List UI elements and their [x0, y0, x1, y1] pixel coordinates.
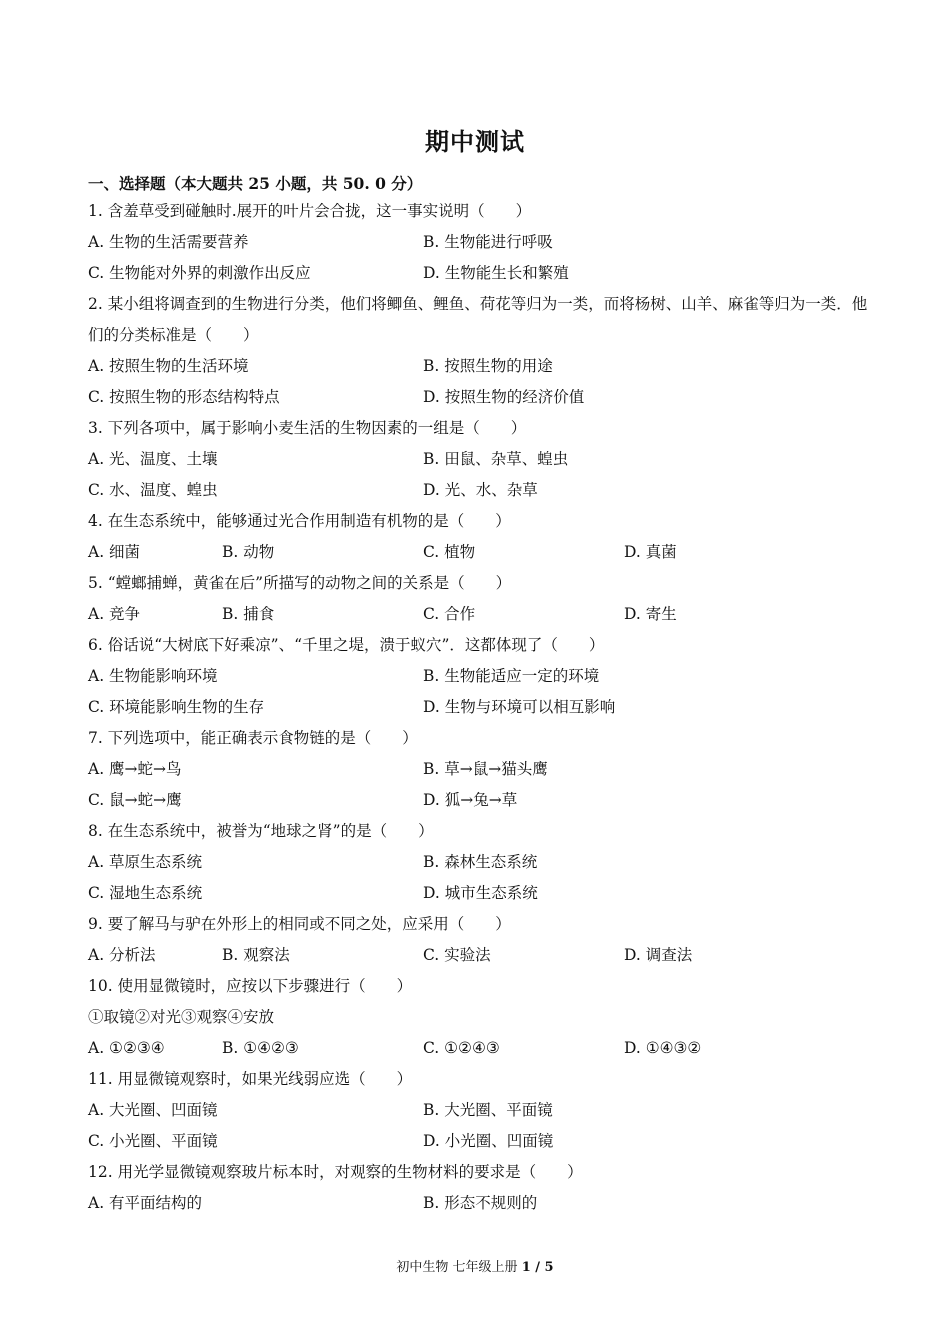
- answer-option: D. 按照生物的经济价值: [423, 388, 585, 406]
- option-row: [88, 1033, 868, 1064]
- answer-option: A. ①②③④: [88, 1039, 165, 1057]
- answer-option: C. 实验法: [423, 946, 491, 964]
- footer-text: 初中生物 七年级上册: [396, 1260, 522, 1275]
- question-3: [88, 413, 868, 506]
- option-row: [88, 351, 868, 382]
- answer-option: B. ①④②③: [222, 1039, 299, 1057]
- question-2: [88, 289, 868, 413]
- answer-option: A. 竞争: [88, 605, 141, 623]
- section-heading: 一、选择题（本大题共 25 小题，共 50. 0 分）: [88, 174, 423, 193]
- answer-option: A. 生物能影响环境: [88, 667, 218, 685]
- option-row: [88, 754, 868, 785]
- answer-option: A. 有平面结构的: [88, 1194, 203, 1212]
- answer-option: C. 合作: [423, 605, 476, 623]
- question-stem: 1. 含羞草受到碰触时.展开的叶片会合拢，这一事实说明（ ）: [88, 202, 532, 220]
- option-row: [88, 444, 868, 475]
- answer-option: B. 按照生物的用途: [423, 357, 553, 375]
- question-stem: 5. “螳螂捕蝉，黄雀在后”所描写的动物之间的关系是（ ）: [88, 574, 512, 592]
- question-stem: 3. 下列各项中，属于影响小麦生活的生物因素的一组是（ ）: [88, 419, 527, 437]
- answer-option: B. 草→鼠→猫头鹰: [423, 760, 548, 778]
- answer-option: A. 草原生态系统: [88, 853, 203, 871]
- option-row: [88, 1095, 868, 1126]
- answer-option: C. 按照生物的形态结构特点: [88, 388, 280, 406]
- answer-option: C. 水、温度、蝗虫: [88, 481, 218, 499]
- answer-option: B. 观察法: [222, 946, 290, 964]
- answer-option: D. 光、水、杂草: [423, 481, 538, 499]
- option-row: [88, 475, 868, 506]
- question-6: [88, 630, 868, 723]
- answer-option: D. 狐→兔→草: [423, 791, 518, 809]
- question-9: [88, 909, 868, 971]
- answer-option: C. ①②④③: [423, 1039, 500, 1057]
- option-row: [88, 1126, 868, 1157]
- option-row: [88, 382, 868, 413]
- question-stem: 6. 俗话说“大树底下好乘凉”、“千里之堤，溃于蚁穴”．这都体现了（ ）: [88, 636, 605, 654]
- answer-option: D. 生物与环境可以相互影响: [423, 698, 616, 716]
- answer-option: B. 生物能适应一定的环境: [423, 667, 600, 685]
- answer-option: D. 调查法: [624, 946, 693, 964]
- answer-option: A. 细菌: [88, 543, 141, 561]
- answer-option: D. ①④③②: [624, 1039, 702, 1057]
- question-1: [88, 196, 868, 289]
- question-stem: 10. 使用显微镜时，应按以下步骤进行（ ）: [88, 977, 413, 995]
- question-12: [88, 1157, 868, 1219]
- question-stem: 9. 要了解马与驴在外形上的相同或不同之处，应采用（ ）: [88, 915, 511, 933]
- answer-option: B. 捕食: [222, 605, 275, 623]
- answer-option: B. 大光圈、平面镜: [423, 1101, 553, 1119]
- question-stem: 12. 用光学显微镜观察玻片标本时，对观察的生物材料的要求是（ ）: [88, 1163, 583, 1181]
- option-row: [88, 692, 868, 723]
- answer-option: D. 真菌: [624, 543, 677, 561]
- answer-option: B. 田鼠、杂草、蝗虫: [423, 450, 569, 468]
- answer-option: A. 分析法: [88, 946, 156, 964]
- question-stem: 7. 下列选项中，能正确表示食物链的是（ ）: [88, 729, 418, 747]
- option-row: [88, 258, 868, 289]
- question-11: [88, 1064, 868, 1157]
- option-row: [88, 940, 868, 971]
- question-extra-line: ①取镜②对光③观察④安放: [88, 1008, 275, 1026]
- answer-option: D. 小光圈、凹面镜: [423, 1132, 554, 1150]
- page-title: 期中测试: [425, 127, 525, 156]
- answer-option: C. 湿地生态系统: [88, 884, 203, 902]
- option-row: [88, 1188, 868, 1219]
- answer-option: B. 动物: [222, 543, 275, 561]
- answer-option: B. 形态不规则的: [423, 1194, 538, 1212]
- question-10: [88, 971, 868, 1064]
- option-row: [88, 537, 868, 568]
- answer-option: D. 生物能生长和繁殖: [423, 264, 569, 282]
- answer-option: C. 鼠→蛇→鹰: [88, 791, 182, 809]
- question-list: [88, 196, 868, 1219]
- question-stem: 11. 用显微镜观察时，如果光线弱应选（ ）: [88, 1070, 413, 1088]
- answer-option: B. 森林生态系统: [423, 853, 538, 871]
- answer-option: C. 环境能影响生物的生存: [88, 698, 265, 716]
- option-row: [88, 878, 868, 909]
- question-stem: 2. 某小组将调查到的生物进行分类，他们将鲫鱼、鲤鱼、荷花等归为一类，而将杨树、山羊、麻雀等归为一类．他们的分类标准是（ ）: [88, 295, 868, 344]
- question-4: [88, 506, 868, 568]
- option-row: [88, 599, 868, 630]
- answer-option: B. 生物能进行呼吸: [423, 233, 553, 251]
- answer-option: A. 大光圈、凹面镜: [88, 1101, 218, 1119]
- option-row: [88, 227, 868, 258]
- page-number: 1 / 5: [521, 1260, 554, 1275]
- question-8: [88, 816, 868, 909]
- answer-option: A. 生物的生活需要营养: [88, 233, 249, 251]
- answer-option: C. 小光圈、平面镜: [88, 1132, 218, 1150]
- page-footer: [0, 1256, 950, 1275]
- answer-option: A. 鹰→蛇→鸟: [88, 760, 182, 778]
- question-stem: 8. 在生态系统中，被誉为“地球之肾”的是（ ）: [88, 822, 434, 840]
- answer-option: C. 生物能对外界的刺激作出反应: [88, 264, 311, 282]
- option-row: [88, 785, 868, 816]
- option-row: [88, 847, 868, 878]
- answer-option: D. 寄生: [624, 605, 677, 623]
- answer-option: D. 城市生态系统: [423, 884, 538, 902]
- answer-option: A. 按照生物的生活环境: [88, 357, 249, 375]
- question-stem: 4. 在生态系统中，能够通过光合作用制造有机物的是（ ）: [88, 512, 511, 530]
- answer-option: C. 植物: [423, 543, 476, 561]
- answer-option: A. 光、温度、土壤: [88, 450, 218, 468]
- option-row: [88, 661, 868, 692]
- question-5: [88, 568, 868, 630]
- question-7: [88, 723, 868, 816]
